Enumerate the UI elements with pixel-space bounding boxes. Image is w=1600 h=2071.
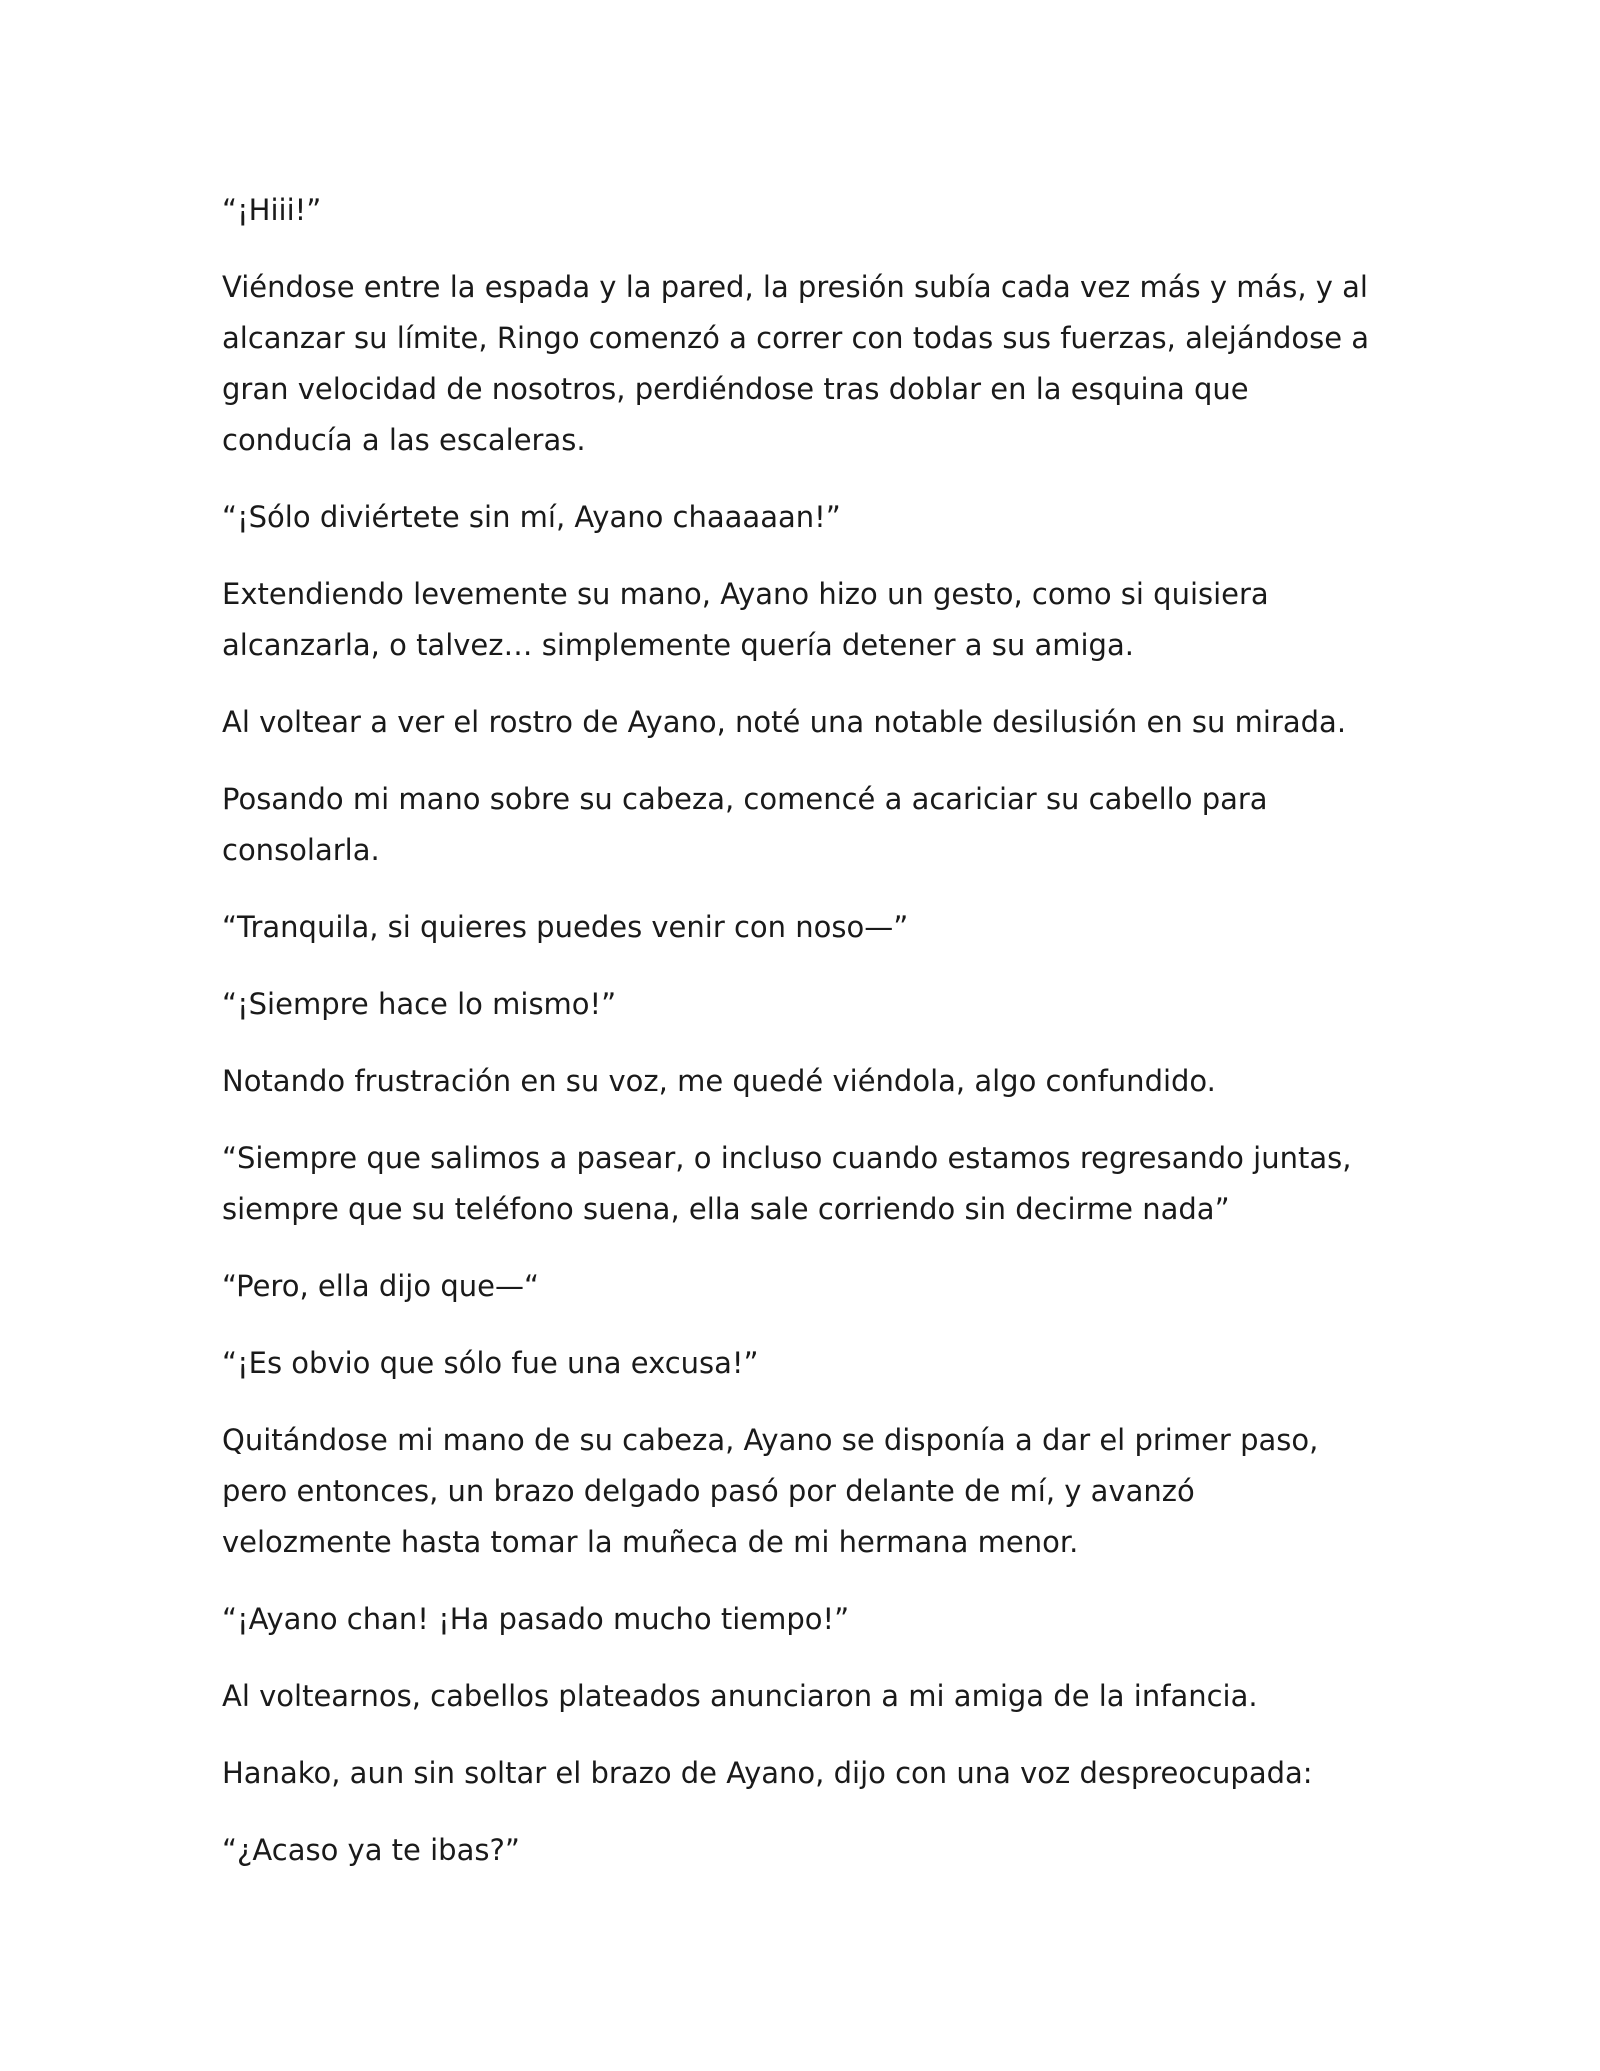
paragraph: Al voltear a ver el rostro de Ayano, noté una notable desilusión en su mirada.: [222, 705, 1347, 739]
paragraph: Hanako, aun sin soltar el brazo de Ayano, dijo con una voz despreocupada:: [222, 1756, 1313, 1790]
paragraph: Extendiendo levemente su mano, Ayano hizo un gesto, como si quisiera alcanzarla, o talvez… simplemente quería detener a su amiga.: [222, 577, 1269, 662]
paragraph: Al voltearnos, cabellos plateados anunciaron a mi amiga de la infancia.: [222, 1679, 1258, 1713]
paragraph: “¿Acaso ya te ibas?”: [222, 1833, 520, 1867]
paragraph: “¡Siempre hace lo mismo!”: [222, 987, 617, 1021]
document-body: [222, 185, 1392, 1902]
paragraph: “¡Hiii!”: [222, 193, 322, 227]
paragraph: “Siempre que salimos a pasear, o incluso cuando estamos regresando juntas, siempre que su teléfono suena, ella sale corriendo sin decirme nada”: [222, 1141, 1352, 1226]
paragraph: Quitándose mi mano de su cabeza, Ayano se disponía a dar el primer paso, pero entonces, un brazo delgado pasó por delante de mí, y avanzó velozmente hasta tomar la muñeca de mi hermana menor.: [222, 1423, 1319, 1559]
paragraph: “Tranquila, si quieres puedes venir con noso—”: [222, 910, 909, 944]
paragraph: Notando frustración en su voz, me quedé viéndola, algo confundido.: [222, 1064, 1216, 1098]
paragraph: “¡Sólo diviértete sin mí, Ayano chaaaaan!”: [222, 500, 841, 534]
paragraph: Posando mi mano sobre su cabeza, comencé a acariciar su cabello para consolarla.: [222, 782, 1268, 867]
paragraph: “¡Es obvio que sólo fue una excusa!”: [222, 1346, 759, 1380]
paragraph: “Pero, ella dijo que—“: [222, 1269, 539, 1303]
paragraph: Viéndose entre la espada y la pared, la presión subía cada vez más y más, y al alcanzar su límite, Ringo comenzó a correr con todas sus fuerzas, alejándose a gran velocidad de nosotros, perdiéndose tras doblar en la esquina que conducía a las escaleras.: [222, 270, 1370, 457]
paragraph: “¡Ayano chan! ¡Ha pasado mucho tiempo!”: [222, 1602, 850, 1636]
